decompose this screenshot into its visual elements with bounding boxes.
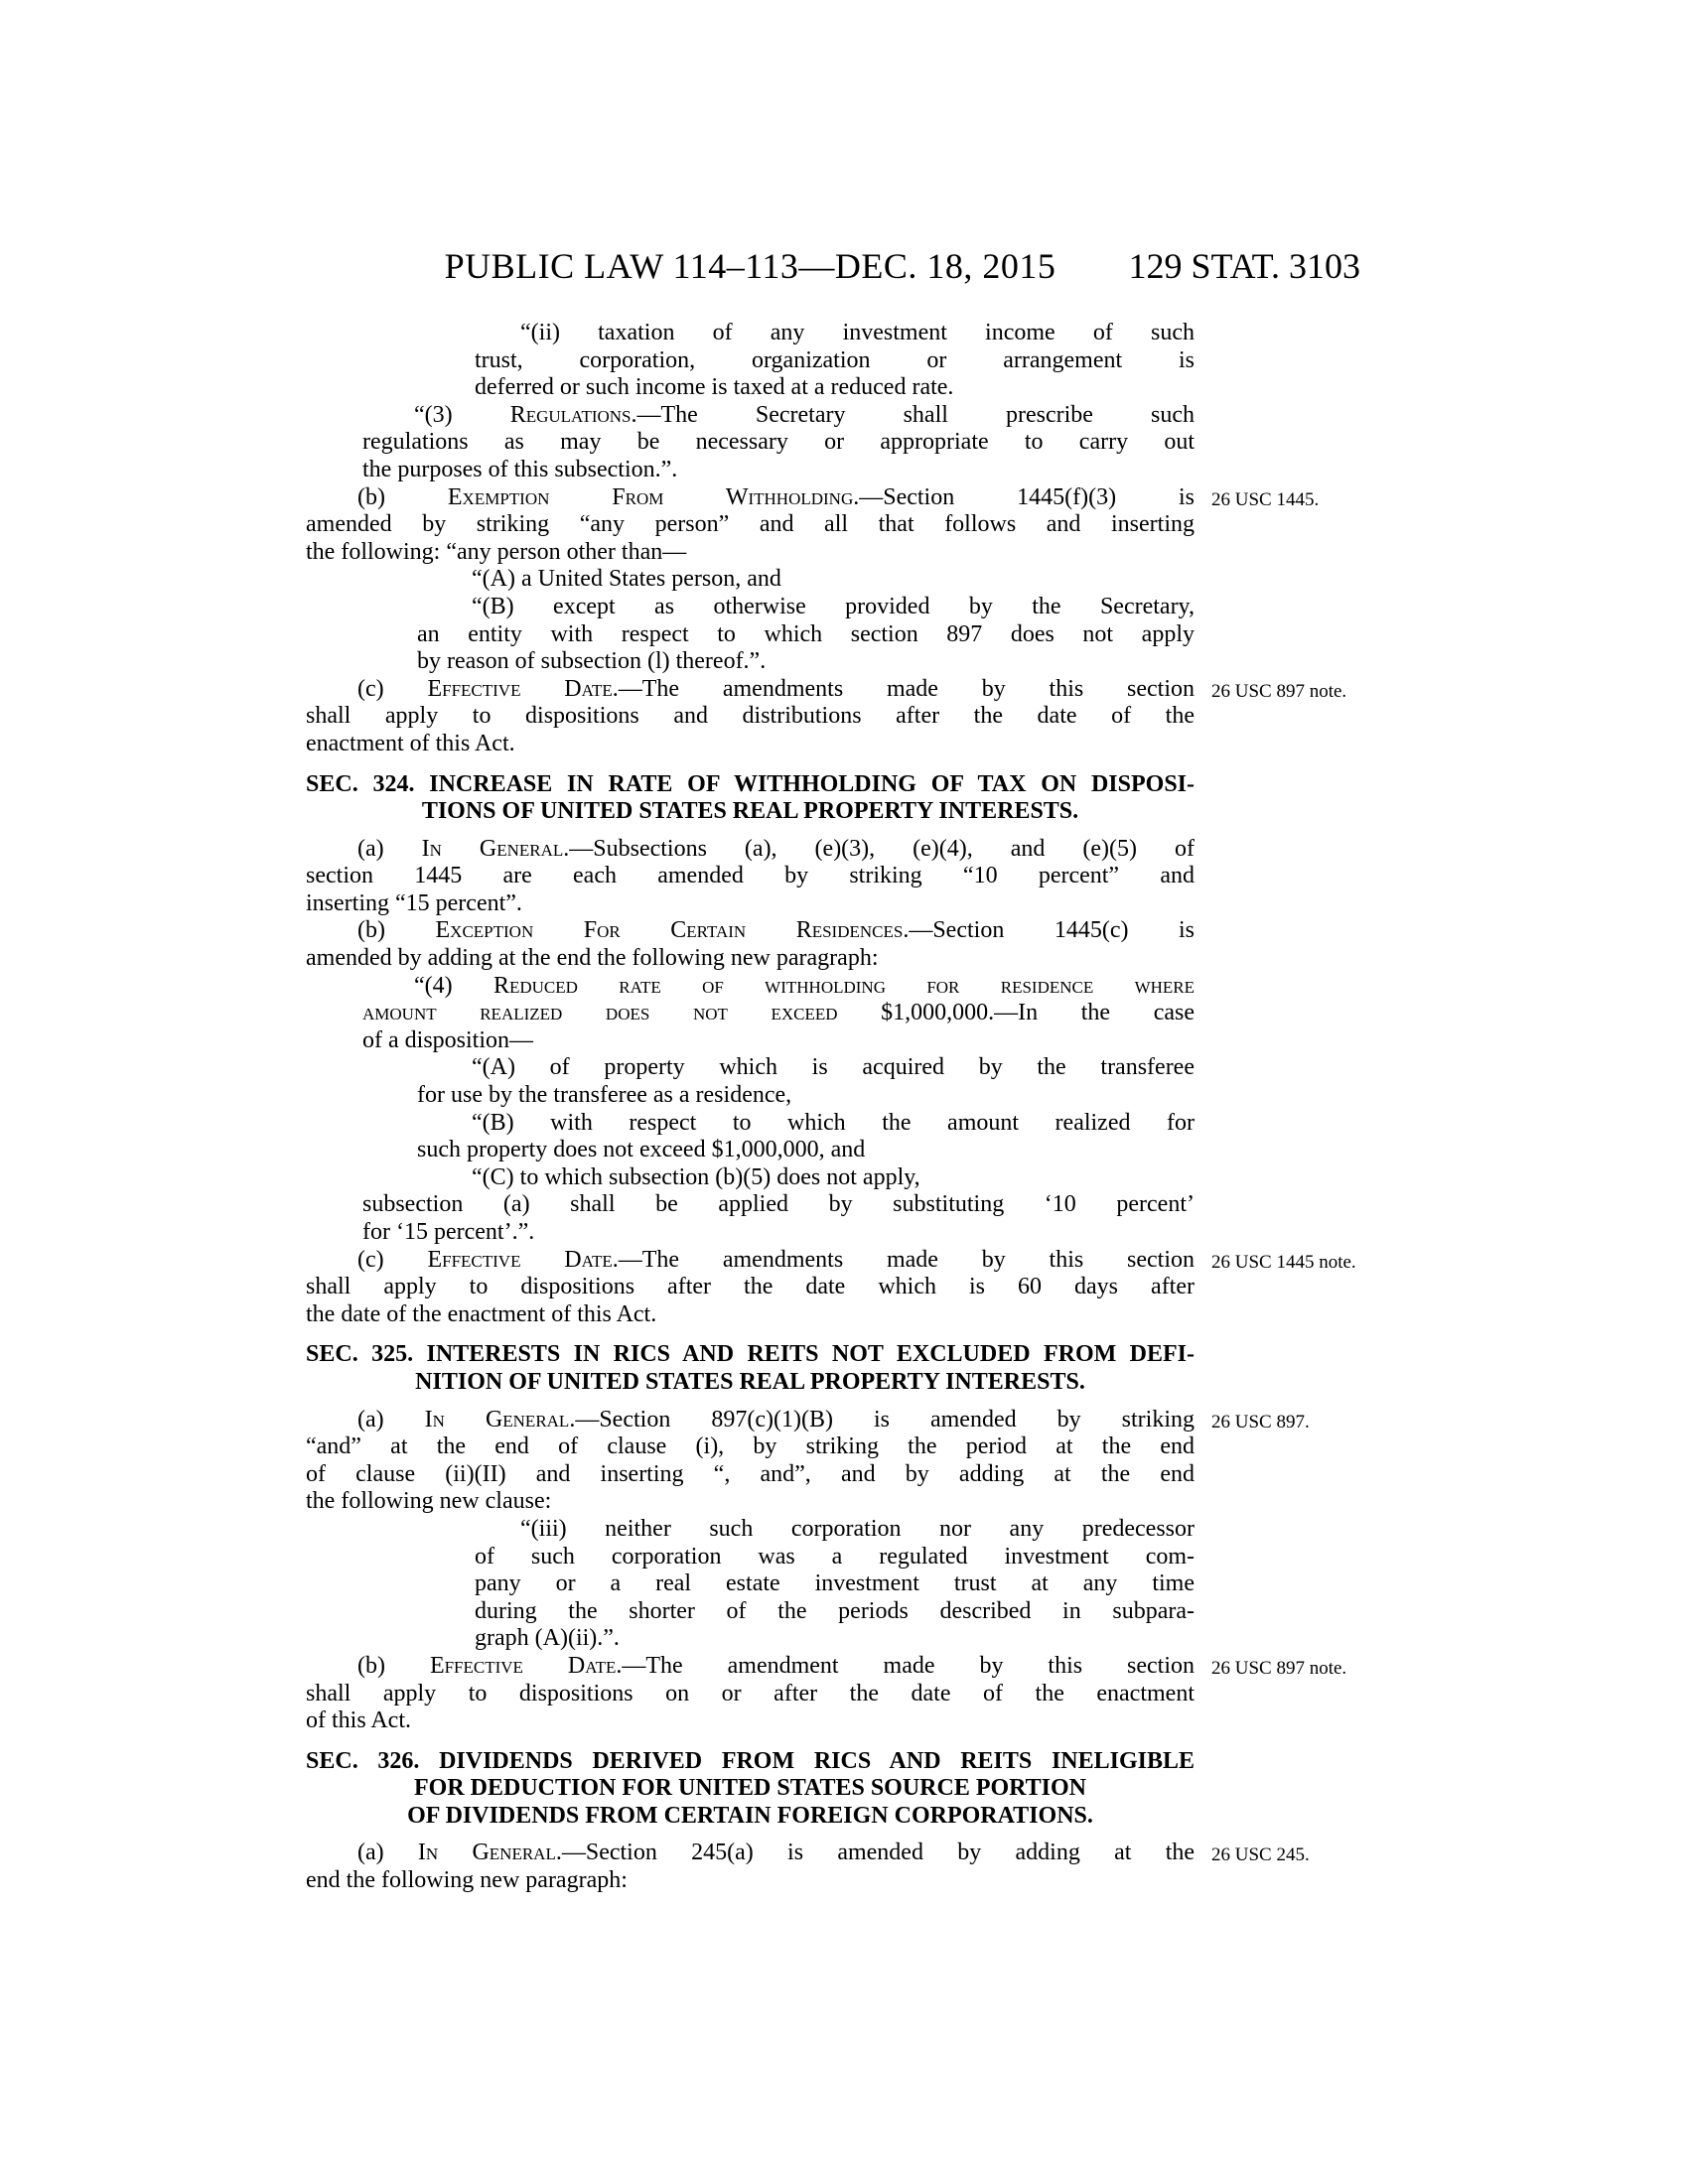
text-run: (c) (357, 675, 428, 702)
text-run: by reason of subsection (l) thereof.”. (417, 648, 767, 675)
statute-paragraph (306, 320, 1195, 402)
text-run: .—Section 897(c)(1)(B) is amended by striking (569, 1406, 1195, 1433)
statute-text-column (306, 320, 1356, 1895)
section-heading-line: FOR DEDUCTION FOR UNITED STATES SOURCE PORTION (413, 1775, 1087, 1802)
text-run: shall apply to dispositions on or after the date of the enactment (306, 1680, 1195, 1706)
text-line (306, 1681, 1195, 1708)
text-line (417, 1054, 1195, 1082)
text-line (475, 1570, 1195, 1598)
text-line (306, 1247, 1195, 1275)
small-caps-run: Exemption From Withholding (447, 483, 854, 510)
statute-paragraph (306, 1054, 1195, 1109)
text-line (417, 1137, 1195, 1164)
text-line (417, 1110, 1195, 1138)
statute-paragraph (306, 483, 1320, 567)
section-heading-line: SEC. 326. DIVIDENDS DERIVED FROM RICS AND REITS INELIGIBLE (306, 1747, 1195, 1774)
section-heading-line: TIONS OF UNITED STATES REAL PROPERTY INTERESTS. (421, 798, 1079, 825)
text-run: .—The amendments made by this section (612, 1246, 1195, 1273)
text-line (306, 703, 1195, 731)
statute-paragraph (306, 836, 1195, 918)
text-run: .—Section 1445(c) is (903, 917, 1196, 944)
text-line (475, 1625, 1195, 1653)
statute-paragraph (306, 402, 1195, 484)
text-line (306, 676, 1195, 704)
small-caps-run: In General (421, 835, 564, 862)
text-run: the date of the enactment of this Act. (306, 1300, 657, 1327)
text-run: (a) (357, 1406, 425, 1433)
text-run: during the shorter of the periods described in subpara- (475, 1597, 1195, 1624)
text-line (362, 429, 1195, 457)
small-caps-run: Effective Date (429, 1652, 617, 1679)
text-line (475, 1516, 1195, 1544)
margin-note: 26 USC 1445. (1211, 488, 1320, 510)
text-run: trust, corporation, organization or arrangement is (475, 346, 1195, 373)
text-line (306, 1867, 1195, 1895)
margin-note: 26 USC 897 note. (1211, 680, 1347, 702)
text-line (306, 917, 1195, 945)
statute-paragraph (306, 1516, 1195, 1653)
text-line (306, 890, 1195, 918)
text-line (475, 1598, 1195, 1626)
statute-paragraph (306, 1110, 1195, 1164)
small-caps-run: Reduced rate of withholding for residence where (492, 972, 1195, 999)
text-run: of such corporation was a regulated investment com- (475, 1543, 1195, 1570)
small-caps-run: Regulations (509, 401, 632, 428)
text-line (362, 457, 1195, 484)
text-line (362, 1191, 1195, 1219)
text-run: of this Act. (306, 1707, 411, 1734)
text-run: the following: “any person other than— (306, 538, 687, 565)
text-run: .—In the case (988, 1000, 1195, 1026)
text-line (362, 1000, 1195, 1027)
text-run: of a disposition— (362, 1026, 533, 1053)
text-run: “(3) (414, 401, 510, 428)
margin-note: 26 USC 897. (1211, 1411, 1310, 1433)
text-line (417, 1082, 1195, 1110)
text-line (362, 1027, 1195, 1055)
text-run: an entity with respect to which section 897 does not apply (417, 620, 1195, 647)
margin-note: 26 USC 1445 note. (1211, 1251, 1356, 1273)
text-run: .—The amendments made by this section (612, 675, 1195, 702)
statute-paragraph (306, 1406, 1310, 1516)
text-run: section 1445 are each amended by striking “10 percent” and (306, 863, 1195, 889)
text-line (306, 1274, 1195, 1301)
text-run: of clause (ii)(II) and inserting “, and”, and by adding at the end (306, 1460, 1195, 1487)
small-caps-run: Exception For Certain Residences (435, 917, 904, 944)
text-line (417, 566, 1195, 594)
text-run: (c) (357, 1246, 428, 1273)
text-run: .—Section 1445(f)(3) is (853, 483, 1195, 510)
text-run: shall apply to dispositions after the date which is 60 days after (306, 1274, 1195, 1300)
small-caps-run: amount realized does not exceed $1,000,000 (362, 1000, 989, 1026)
text-run: for use by the transferee as a residence, (417, 1082, 792, 1109)
text-line (362, 973, 1195, 1001)
section-heading-line: SEC. 325. INTERESTS IN RICS AND REITS NOT EXCLUDED FROM DEFI- (306, 1341, 1195, 1368)
statute-paragraph (306, 1246, 1356, 1329)
statute-paragraph (306, 973, 1195, 1055)
text-run: (b) (357, 483, 448, 510)
text-line (475, 374, 1195, 402)
text-run: such property does not exceed $1,000,000, and (417, 1137, 866, 1163)
text-line (306, 731, 1195, 758)
small-caps-run: Effective Date (427, 675, 613, 702)
section-heading-line: OF DIVIDENDS FROM CERTAIN FOREIGN CORPORATIONS. (407, 1802, 1093, 1829)
text-line (306, 511, 1195, 539)
text-line (475, 347, 1195, 375)
text-run: amended by adding at the end the following new paragraph: (306, 945, 879, 972)
text-line (475, 1544, 1195, 1571)
text-line (306, 539, 1195, 567)
text-run: (b) (357, 917, 436, 944)
statute-paragraph (306, 1191, 1195, 1246)
text-line (306, 1407, 1195, 1434)
text-run: “(B) with respect to which the amount realized for (472, 1109, 1195, 1136)
section-heading-line: NITION OF UNITED STATES REAL PROPERTY INTERESTS. (415, 1368, 1085, 1395)
text-run: amended by striking “any person” and all that follows and inserting (306, 511, 1195, 538)
text-line (306, 1707, 1195, 1735)
text-run: pany or a real estate investment trust at any time (475, 1570, 1195, 1597)
text-line (362, 402, 1195, 430)
text-line (306, 1653, 1195, 1681)
section-heading (306, 1341, 1195, 1396)
text-run: “(A) a United States person, and (472, 566, 781, 593)
section-heading (306, 771, 1195, 826)
text-run: .—Section 245(a) is amended by adding at the (555, 1840, 1196, 1866)
text-line (362, 1219, 1195, 1247)
text-run: enactment of this Act. (306, 730, 515, 756)
text-line (417, 1164, 1195, 1192)
text-run: regulations as may be necessary or appropriate to carry out (362, 429, 1195, 456)
page-header-stat-number: 129 STAT. 3103 (1128, 246, 1360, 286)
text-line (306, 1433, 1195, 1461)
text-run: (a) (357, 835, 422, 862)
text-run: “(4) (414, 972, 493, 999)
text-run: end the following new paragraph: (306, 1867, 628, 1894)
text-line (417, 621, 1195, 649)
text-line (306, 1840, 1195, 1867)
statute-paragraph (306, 1164, 1195, 1192)
page-header-law-title: PUBLIC LAW 114–113—DEC. 18, 2015 (444, 246, 1056, 286)
text-line (417, 594, 1195, 621)
text-run: “(B) except as otherwise provided by the Secretary, (472, 593, 1195, 619)
margin-note: 26 USC 245. (1211, 1844, 1310, 1866)
section-heading (306, 1748, 1195, 1831)
section-heading-line: SEC. 324. INCREASE IN RATE OF WITHHOLDING OF TAX ON DISPOSI- (306, 770, 1195, 797)
small-caps-run: In General (417, 1840, 556, 1866)
statute-paragraph (306, 675, 1347, 758)
text-run: “and” at the end of clause (i), by striking the period at the end (306, 1433, 1195, 1460)
statute-paragraph (306, 566, 1195, 594)
text-run: subsection (a) shall be applied by substituting ‘10 percent’ (362, 1191, 1195, 1218)
text-run: “(C) to which subsection (b)(5) does not apply, (472, 1163, 920, 1190)
text-run: inserting “15 percent”. (306, 889, 522, 916)
text-run: “(iii) neither such corporation nor any predecessor (520, 1515, 1195, 1542)
text-line (306, 1461, 1195, 1489)
text-run: .—The Secretary shall prescribe such (631, 401, 1195, 428)
text-line (475, 320, 1195, 347)
text-run: “(ii) taxation of any investment income of such (520, 320, 1195, 345)
statute-paragraph (306, 1652, 1347, 1735)
text-run: the following new clause: (306, 1488, 552, 1515)
text-run: .—The amendment made by this section (616, 1652, 1195, 1679)
text-run: (a) (357, 1840, 418, 1866)
text-run: “(A) of property which is acquired by the transferee (472, 1054, 1195, 1081)
text-run: shall apply to dispositions and distributions after the date of the (306, 703, 1195, 730)
text-line (306, 945, 1195, 973)
text-run: the purposes of this subsection.”. (362, 456, 678, 482)
text-run: (b) (357, 1652, 430, 1679)
statute-paragraph (306, 917, 1195, 972)
margin-note: 26 USC 897 note. (1211, 1657, 1347, 1679)
statute-paragraph (306, 1840, 1310, 1894)
text-run: .—Subsections (a), (e)(3), (e)(4), and (e)(5) of (563, 835, 1195, 862)
text-line (306, 484, 1195, 512)
text-run: for ‘15 percent’.”. (362, 1219, 535, 1245)
text-line (417, 648, 1195, 676)
text-line (306, 836, 1195, 864)
small-caps-run: In General (424, 1406, 570, 1433)
text-run: deferred or such income is taxed at a reduced rate. (475, 374, 954, 401)
small-caps-run: Effective Date (427, 1246, 613, 1273)
text-run: graph (A)(ii).”. (475, 1625, 620, 1652)
text-line (306, 863, 1195, 890)
statute-paragraph (306, 594, 1195, 676)
text-line (306, 1488, 1195, 1516)
text-line (306, 1301, 1195, 1329)
